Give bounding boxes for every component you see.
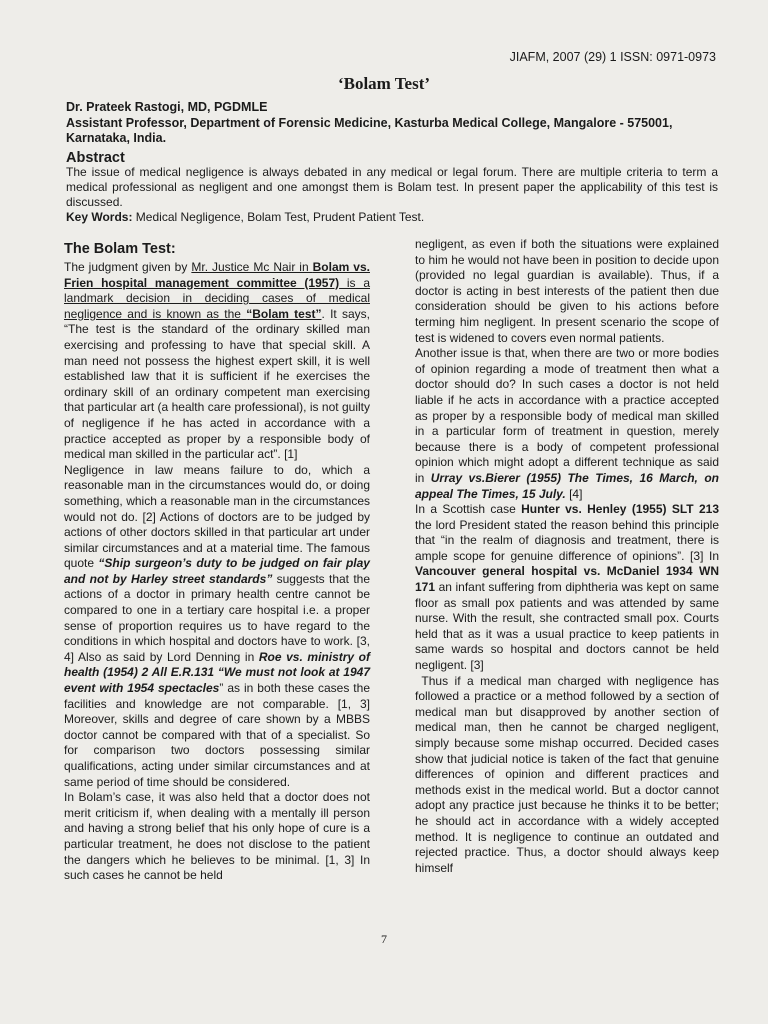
text-run: Mr. Justice Mc Nair in <box>191 260 313 274</box>
case-citation: Vancouver general hospital vs. McDaniel 1934 WN 171 <box>415 564 719 595</box>
keywords-label: Key Words: <box>66 210 133 224</box>
case-citation: Roe vs. ministry of health (1954) 2 All E.R.131 “We must not look at 1947 event with 1954 spectacles <box>64 649 370 696</box>
case-citation: “Bolam test” <box>246 306 322 321</box>
section-heading: The Bolam Test: <box>64 241 176 257</box>
case-citation: Bolam vs. Frien hospital management committee (1957) <box>64 260 370 290</box>
abstract-heading: Abstract <box>66 150 125 166</box>
author-affiliation: Assistant Professor, Department of Forensic Medicine, Kasturba Medical College, Mangalore - 575001, Karnataka, India. <box>66 115 673 145</box>
quote: “Ship surgeon’s duty to be judged on fair play and not by Harley street standards” <box>64 556 370 586</box>
case-citation: Urray vs.Bierer (1955) The Times, 16 March, on appeal The Times, 15 July. <box>415 470 719 501</box>
journal-citation: JIAFM, 2007 (29) 1 ISSN: 0971-0973 <box>509 50 716 64</box>
text-run: suggests that the actions of a doctor in primary health centre cannot be compared to one in a tertiary care hospital i.e. a proper sense of proportion requires us to have regard to the conditions in which hospital and doctors have to work. [3, 4] Also as said by Lord Denning in <box>64 571 370 664</box>
text-run: the lord President stated the reason behind this principle that “in the realm of diagnosis and treatment, there is ample scope for genuine difference of opinions”. [3] In <box>415 517 719 563</box>
paragraph <box>64 260 370 463</box>
paragraph: negligent, as even if both the situations were explained to him he would not have been in position to decide upon (provided no legal guardian is available). Thus, if a doctor is acting in best interests of the patient then due consideration should be given to his actions before terming him negligent. In present scenario the scope of test is widened to covers even normal patients. <box>415 237 719 345</box>
column-right <box>415 237 719 876</box>
paragraph <box>415 502 719 674</box>
paragraph: In Bolam’s case, it was also held that a doctor does not merit criticism if, when dealing with a mentally ill person and having a strong belief that his only hope of cure is a particular treatment, he does not disclose to the patient the dangers which he believes to be minimal. [1, 3] In such cases he cannot be held <box>64 790 370 883</box>
text-run: Another issue is that, when there are two or more bodies of opinion regarding a mode of treatment then what a doctor should do? In such cases a doctor is not held liable if he acts in accordance with a practice accepted as proper by a responsible body of medical man skilled in a particular form of treatment in question, merely because there is a body of competent professional opinion which might adopt a different technique as said in <box>415 346 719 485</box>
paragraph <box>415 346 719 502</box>
text-run: Negligence in law means failure to do, which a reasonable man in the circumstances would do, or doing something, which a reasonable man in the circumstances would not do. [2] Actions of doctors are to be judged by actions of other doctors skilled in that particular art under similar circumstances and at a material time. The famous quote <box>64 462 370 571</box>
page-number: 7 <box>381 932 387 946</box>
paper-title: ‘Bolam Test’ <box>337 74 431 93</box>
text-run: . It says, “The test is the standard of the ordinary skilled man exercising and professing to have that special skill. A man need not possess the highest expert skill, it is well established law that it is sufficient if he exercises the ordinary skill of an ordinary competent man exercising that particular art (a health care professional), is not guilty of negligence if he has acted in accordance with a practice accepted as proper by a responsible body of medical man skilled in the particular act”. [1] <box>64 306 370 462</box>
case-citation: Hunter vs. Henley (1955) SLT 213 <box>521 502 719 517</box>
author-name: Dr. Prateek Rastogi, MD, PGDMLE <box>66 100 268 114</box>
keywords <box>66 210 718 224</box>
author-block <box>66 100 718 147</box>
text-run: ” as in both these cases the facilities and knowledge are not comparable. [1, 3] Moreover, skills and degree of care shown by a MBBS doctor cannot be compared with that of a specialist. So for comparison two doctors possessing similar qualifications, acting under similar circumstances and at same period of time should be considered. <box>64 681 370 789</box>
paragraph: Thus if a medical man charged with negligence has followed a practice or a method followed by a section of medical man but disapproved by another section of medical man, then he cannot be charged negligent, simply because some mishap occurred. Decided cases show that judicial notice is taken of the fact that genuine differences of opinion and different practices and methods exist in the medical world. But a doctor cannot adopt any practice just because he thinks it to be better; he should act in accordance with a widely accepted method. It is negligence to continue an outdated and rejected practice. Thus, a doctor should always keep himself <box>415 673 719 875</box>
paragraph <box>64 463 370 790</box>
column-left <box>64 240 370 884</box>
text-run: an infant suffering from diphtheria was kept on same floor as small pox patients and was attended by same nurse. With the result, she contracted small pox. Courts held that as it was a usual practice to keep patients in same wards so hospital and doctors cannot be held negligent. [3] <box>415 580 719 673</box>
text-run: is a landmark decision in deciding cases of medical negligence and is known as the <box>64 275 370 321</box>
text-run: In a Scottish case <box>415 502 522 517</box>
keywords-text: Medical Negligence, Bolam Test, Prudent Patient Test. <box>132 210 425 224</box>
text-run: [4] <box>565 486 583 501</box>
text-run: The judgment given by <box>64 260 192 274</box>
abstract-text: The issue of medical negligence is always debated in any medical or legal forum. There are multiple criteria to term a medical professional as negligent and one amongst them is Bolam test. In present paper the applicability of this test is discussed. <box>66 165 718 210</box>
